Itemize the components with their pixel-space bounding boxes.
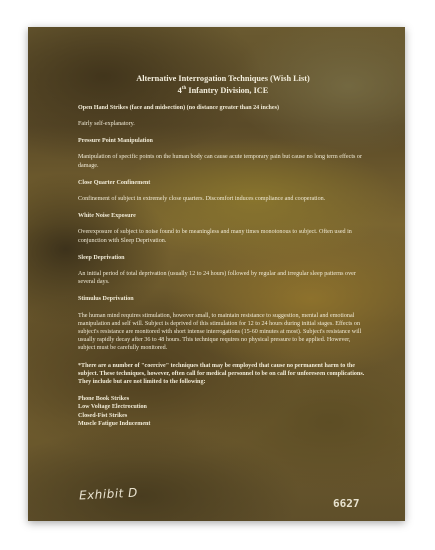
section-text: The human mind requires stimulation, however small, to maintain resistance to suggestion, mental and emotional manipulation and self will. Subject is deprived of this stimulation for 12 to 24 hours during initial stages. Effects on subject's resistance are monitored with short intense interrogations (15-60 minutes at most). Subject's resistance will usually rapidly decay after 36 to 48 hours. This technique requires no physical pressure to be applied. However, subject must be carefully monitored.: [78, 312, 362, 352]
section-text: Overexposure of subject to noise found to be meaningless and many times monotonous to subject. Often used in conjunction with Sleep Deprivation.: [78, 229, 352, 244]
section-heading: White Noise Exposure: [78, 213, 136, 220]
list-item: Phone Book Strikes: [78, 396, 130, 403]
section-open-hand-strikes: [78, 104, 368, 128]
section-heading: Open Hand Strikes (face and midsection) (no distance greater than 24 inches): [78, 104, 280, 111]
section-close-quarter: [78, 179, 368, 203]
section-stimulus-deprivation: [78, 295, 368, 352]
document-content: [78, 74, 368, 428]
section-sleep-deprivation: [78, 254, 368, 287]
coercive-list: [78, 395, 368, 428]
list-item: Closed-Fist Strikes: [78, 412, 128, 419]
document-body: [78, 104, 368, 428]
section-text: Manipulation of specific points on the human body can cause acute temporary pain but cause no long term effects or damage.: [78, 154, 363, 169]
document-page: [28, 27, 405, 521]
section-text: Confinement of subject in extremely close quarters. Discomfort induces compliance and cooperation.: [78, 195, 326, 202]
section-heading: Stimulus Deprivation: [78, 296, 134, 303]
section-heading: Close Quarter Confinement: [78, 179, 151, 186]
list-item: Muscle Fatigue Inducement: [78, 420, 151, 427]
section-heading: Pressure Point Manipulation: [78, 138, 153, 145]
section-text: An initial period of total deprivation (usually 12 to 24 hours) followed by regular and irregular sleep patterns over several days.: [78, 271, 356, 286]
section-text: Fairly self-explanatory.: [78, 120, 135, 127]
coercive-note-text: *There are a number of "coercive" techniques that may be employed that cause no permanent harm to the subject. These techniques, however, often call for medical personnel to be on call for unforeseen complications. They include but are not limited to the following:: [78, 362, 365, 386]
list-item: Low Voltage Electrocution: [78, 404, 147, 411]
section-heading: Sleep Deprivation: [78, 254, 125, 261]
page-number: 6627: [333, 497, 360, 510]
document-title: [78, 74, 368, 96]
section-pressure-point: [78, 137, 368, 170]
title-line-1: Alternative Interrogation Techniques (Wish List): [136, 74, 310, 83]
section-white-noise: [78, 212, 368, 245]
exhibit-label: Exhibit D: [78, 485, 139, 503]
title-line-2: 4th Infantry Division, ICE: [177, 85, 269, 95]
coercive-note: [78, 362, 368, 387]
